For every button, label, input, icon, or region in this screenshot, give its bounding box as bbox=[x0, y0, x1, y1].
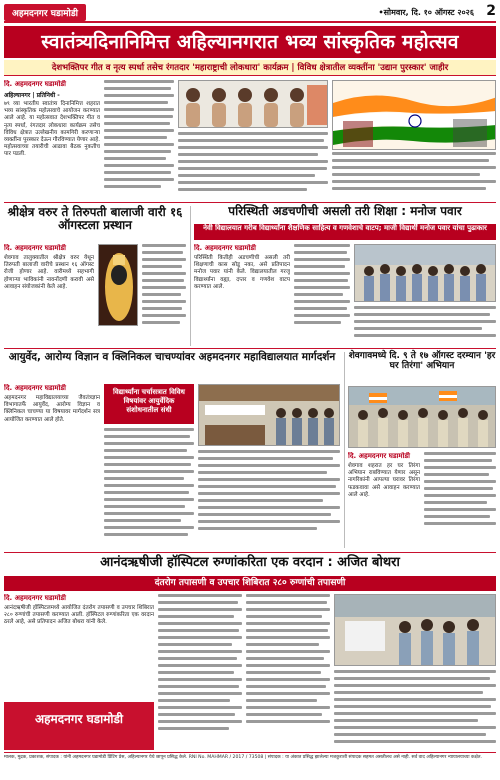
rally-image bbox=[349, 387, 496, 448]
tricolour-flag-image bbox=[332, 80, 496, 150]
balaji-idol-photo bbox=[98, 244, 138, 326]
story6-headline: आनंदऋषीजी हॉस्पिटल रुग्णांकरिता एक वरदान : अजित बोथरा bbox=[100, 555, 400, 570]
story3-column-a bbox=[194, 244, 290, 344]
story6-column-b bbox=[158, 594, 242, 750]
story4-column-b bbox=[104, 428, 194, 548]
story4-body: अहमदनगर महाविद्यालयाच्या जैवतंत्रज्ञान विभागातर्फे आयुर्वेद, आरोग्य विज्ञान व क्लिनिकल चाचण्या या विषयावर मार्गदर्शन सत्र आयोजित करण्यात आले होते. bbox=[4, 395, 100, 423]
story5-column-a bbox=[348, 452, 420, 548]
lead-headline: स्वातंत्र्यदिनानिमित्त अहिल्यानगरात भव्य सांस्कृतिक महोत्सव bbox=[4, 26, 496, 58]
story3-subheadline: नेवी विद्यालयात गरीब विद्यार्थ्यांना शैक्षणिक साहित्य व गणवेशाचे वाटप; माजी विद्यार्थी मनोज पवार यांचा पुढाकार bbox=[194, 224, 496, 240]
portrait-photos-row bbox=[178, 80, 328, 128]
divider-line bbox=[4, 202, 496, 203]
story3-byline: दि. अहमदनगर घडामोडी bbox=[194, 244, 256, 252]
page-header bbox=[4, 3, 496, 23]
story6-byline: दि. अहमदनगर घडामोडी bbox=[4, 594, 66, 602]
divider-line bbox=[4, 348, 496, 349]
story5-column-b bbox=[424, 452, 496, 548]
column-divider bbox=[344, 352, 345, 548]
story3-headline: परिस्थिती अडचणीची असली तरी शिक्षा : मनोज पवार bbox=[228, 204, 462, 218]
flag-icon bbox=[333, 81, 496, 150]
seminar-photo bbox=[198, 384, 340, 446]
story1-byline: दि. अहमदनगर घडामोडी bbox=[4, 80, 66, 88]
lead-subheadline: देशभक्तिपर गीत व नृत्य स्पर्धा तसेच रंगतदार 'महाराष्ट्राची लोकधारा' कार्यक्रम | विविध क्षेत्रातील व्यक्तींना 'उद्यान पुरस्कार' जाहीर bbox=[4, 60, 496, 76]
story6-column-c bbox=[246, 594, 330, 750]
story3-column-b bbox=[294, 244, 350, 344]
story4-column-c bbox=[198, 450, 340, 548]
story1-body: ७९ व्या भारतीय स्वातंत्र्य दिनानिमित्त शहरात भव्य सांस्कृतिक महोत्सवाचे आयोजन करण्यात आले आहे. या महोत्सवात देशभक्तिपर गीत व नृत्य स्पर्धा, रंगतदार लोकधारा कार्यक्रम तसेच विविध क्षेत्रात उल्लेखनीय कामगिरी करणाऱ्या व्यक्तींना पुरस्कार देऊन गौरविण्यात येणार आहे. महोत्सवाच्या तयारीची आढावा बैठक नुकतीच पार पडली. bbox=[4, 101, 100, 158]
print-line: मालक, मुद्रक, प्रकाशक, संपादक : यांनी अहमदनगर घडामोडी प्रिंटिंग प्रेस, अहिल्यानगर येथे छापून प्रसिद्ध केले. RNI No. MAHMAR / 2017 / 73508 | संपादक : या अंकात प्रसिद्ध झालेल्या मजकुराशी संपादक सहमत असतीलच असे नाही. सर्व वाद अहिल्यानगर न्यायालयाच्या कक्षेत. bbox=[4, 752, 496, 776]
group-photo-image bbox=[355, 245, 496, 302]
page-number: 2 bbox=[486, 3, 496, 19]
story5-byline: दि. अहमदनगर घडामोडी bbox=[348, 452, 410, 460]
footer-masthead-box bbox=[4, 702, 154, 750]
story4-byline: दि. अहमदनगर घडामोडी bbox=[4, 384, 66, 392]
story1-column-c bbox=[178, 132, 328, 198]
story4-column-a bbox=[4, 384, 100, 548]
story2-byline: दि. अहमदनगर घडामोडी bbox=[4, 244, 66, 252]
story4-headline: आयुर्वेद, आरोग्य विज्ञान व क्लिनिकल चाचण्यांवर अहमदनगर महाविद्यालयात मार्गदर्शन bbox=[8, 351, 336, 363]
story4-callout: विद्यार्थ्यांना चर्चासत्रात विविध विषयांवर आयुर्वेदिक संशोधनातील संधी bbox=[104, 384, 194, 424]
divider-line bbox=[4, 552, 496, 553]
story2-column-a bbox=[4, 244, 94, 344]
issue-date: •सोमवार, दि. १० ऑगस्ट २०२६ bbox=[378, 8, 474, 17]
deity-idol-image bbox=[99, 245, 138, 326]
story6-column-a bbox=[4, 594, 154, 698]
tiranga-rally-photo bbox=[348, 386, 496, 448]
story1-column-d bbox=[332, 152, 496, 198]
story5-body: शेवगाव शहरात हर घर तिरंगा अभियान राबविण्यात येणार असून नागरिकांनी आपल्या घरावर तिरंगा फडकवावा असे आवाहन करण्यात आले आहे. bbox=[348, 463, 420, 498]
story3-column-c bbox=[354, 306, 496, 344]
story6-body: आनंदऋषीजी हॉस्पिटलमध्ये आयोजित दंतरोग तपासणी व उपचार शिबिरात २८० रुग्णांची तपासणी करण्यात आली. हॉस्पिटल रुग्णांकरिता एक वरदान ठरले आहे, असे प्रतिपादन अजित बोथरा यांनी केले. bbox=[4, 605, 154, 626]
health-camp-photo bbox=[334, 594, 496, 666]
story6-strip: दंतरोग तपासणी व उपचार शिबिरात २८० रुग्णांची तपासणी bbox=[4, 576, 496, 591]
story3-body: परिस्थिती कितीही अडचणीची असली तरी शिक्षणाची कास सोडू नका, असे प्रतिपादन मनोज पवार यांनी केले. विद्यालयातील गरजू विद्यार्थ्यांना वह्या, दप्तर व गणवेश वाटप करण्यात आले. bbox=[194, 255, 290, 290]
health-camp-image bbox=[335, 595, 496, 666]
story6-column-d bbox=[334, 670, 496, 750]
masthead-label: अहमदनगर घडामोडी bbox=[4, 4, 86, 21]
story1-column-b bbox=[104, 80, 174, 198]
students-group-photo bbox=[354, 244, 496, 302]
portrait-photos-image bbox=[179, 81, 328, 128]
story2-column-b bbox=[142, 244, 186, 344]
story5-headline: शेवगावमध्ये दि. ९ ते १७ ऑगस्ट दरम्यान 'हर घर तिरंगा' अभियान bbox=[348, 351, 496, 371]
story1-dateplace: अहिल्यानगर | प्रतिनिधी - bbox=[4, 92, 60, 99]
seminar-image bbox=[199, 385, 340, 446]
footer-masthead: अहमदनगर घडामोडी bbox=[34, 712, 124, 726]
story2-headline: श्रीक्षेत्र वरुर ते तिरुपती बालाजी वारी १६ ऑगस्टला प्रस्थान bbox=[7, 205, 183, 233]
story1-column-a bbox=[4, 80, 100, 198]
story2-body: शेवगाव तालुक्यातील श्रीक्षेत्र वरुर येथून तिरुपती बालाजी वारीचे प्रस्थान १६ ऑगस्ट रोजी होणार आहे. वारीमध्ये सहभागी होणाऱ्या भाविकांनी नावनोंदणी करावी असे आवाहन संयोजकांनी केले आहे. bbox=[4, 255, 94, 290]
column-divider bbox=[190, 206, 191, 346]
